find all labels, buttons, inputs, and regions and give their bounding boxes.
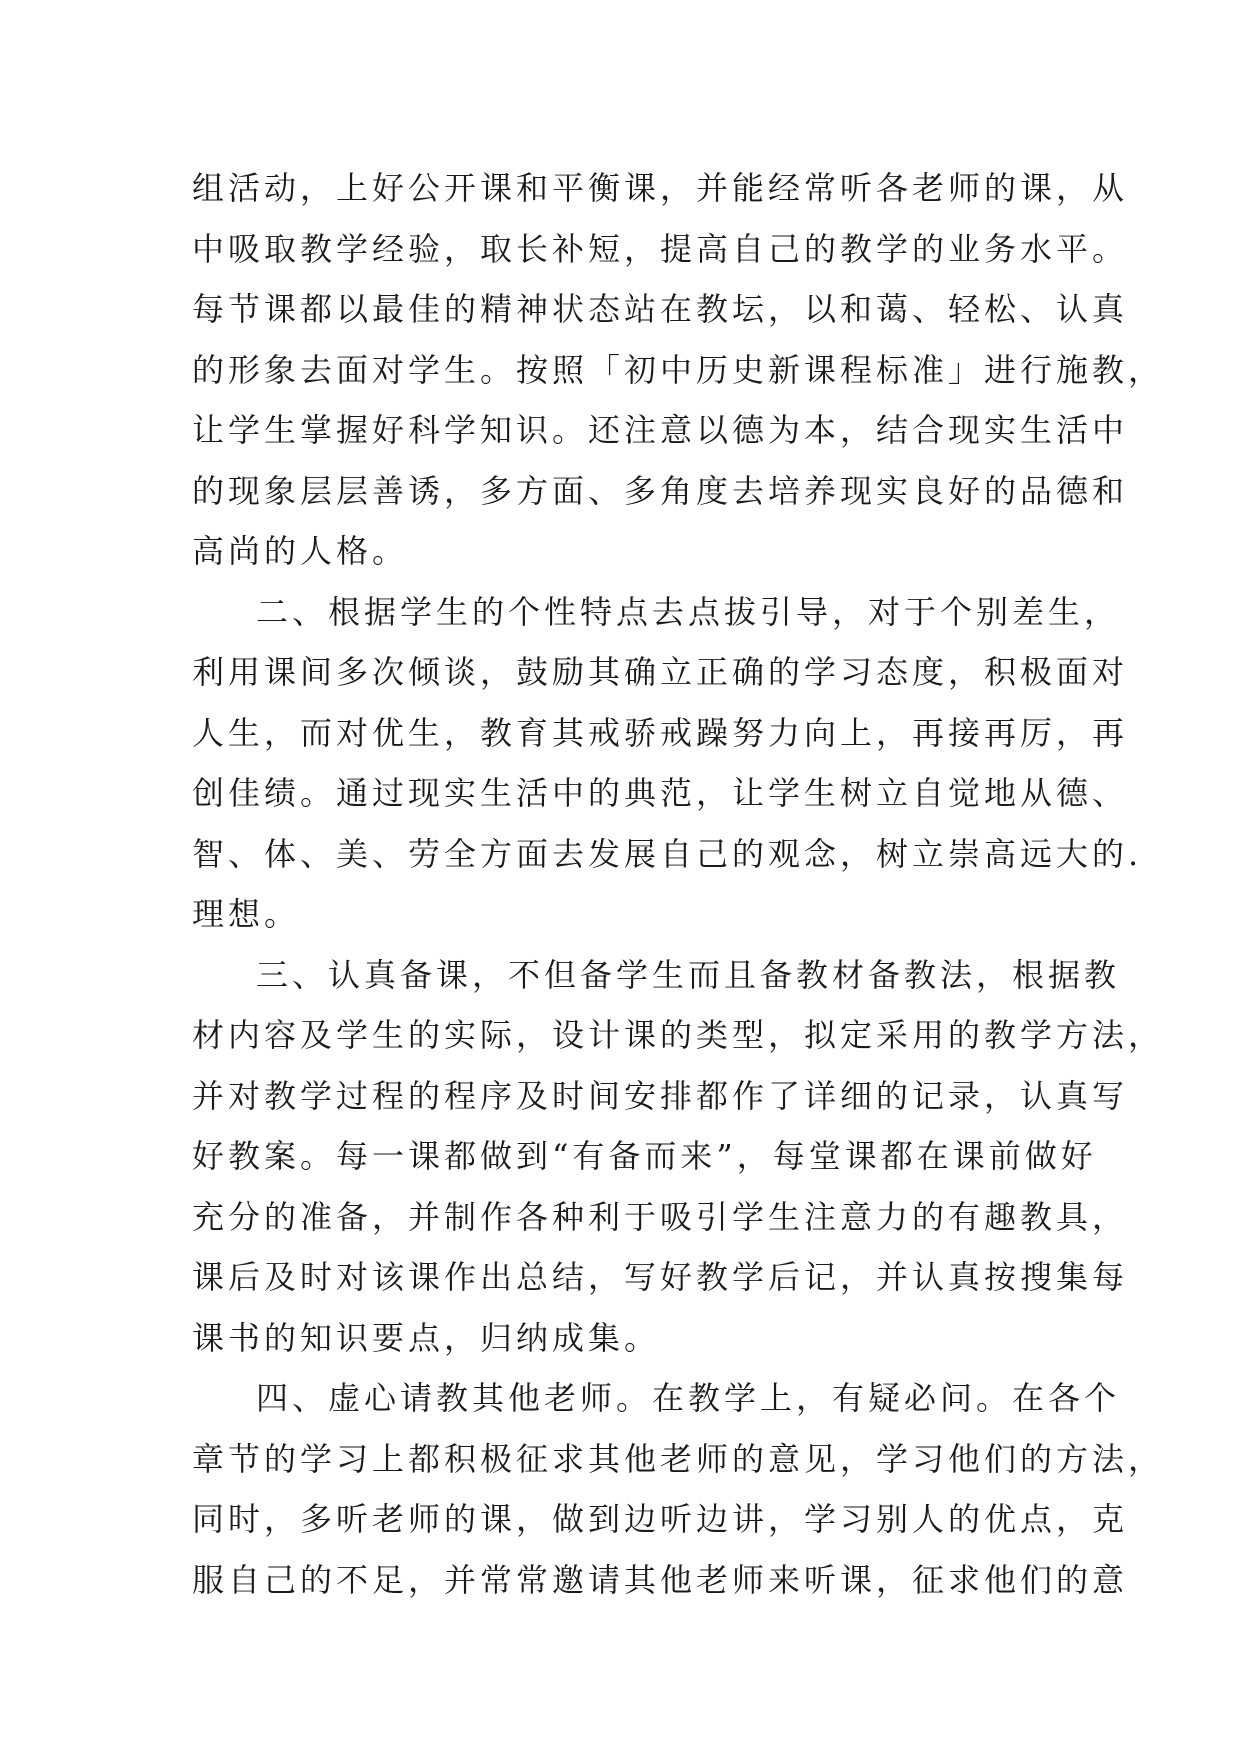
text-line: 组活动，上好公开课和平衡课，并能经常听各老师的课，从: [192, 169, 1129, 207]
text-line: 充分的准备，并制作各种利于吸引学生注意力的有趣教具，: [192, 1197, 1129, 1236]
text-line: 课后及时对该课作出总结，写好教学后记，并认真按搜集每: [192, 1258, 1129, 1296]
paragraph-3: [192, 945, 1165, 1369]
text-line: 四、虚心请教其他老师。在教学上，有疑必问。在各个: [256, 1379, 1121, 1417]
text-line: 每节课都以最佳的精神状态站在教坛，以和蔼、轻松、认真: [192, 290, 1129, 328]
text-line: 课书的知识要点，归纳成集。: [192, 1318, 661, 1357]
text-line: 三、认真备课，不但备学生而且备教材备教法，根据教: [256, 955, 1121, 994]
text-line: 的形象去面对学生。按照「初中历史新课程标准」进行施教，: [192, 350, 1165, 389]
text-line: 服自己的不足，并常常邀请其他老师来听课，征求他们的意: [192, 1560, 1129, 1599]
text-line: 二、根据学生的个性特点去点拔引导，对于个别差生，: [256, 592, 1121, 631]
text-line: 智、体、美、劳全方面去发展自己的观念，树立崇高远大的.: [192, 834, 1143, 873]
text-line: 理想。: [192, 895, 301, 933]
text-line: 中吸取教学经验，取长补短，提高自己的教学的业务水平。: [192, 229, 1129, 268]
text-line: 材内容及学生的实际，设计课的类型，拟定采用的教学方法，: [192, 1016, 1165, 1054]
text-line: 人生，而对优生，教育其戒骄戒躁努力向上，再接再厉，再: [192, 713, 1129, 752]
text-line: 并对教学过程的程序及时间安排都作了详细的记录，认真写: [192, 1076, 1129, 1115]
paragraph-2: [192, 582, 1143, 945]
text-line: 章节的学习上都积极征求其他老师的意见，学习他们的方法，: [192, 1439, 1165, 1478]
paragraph-1: [192, 158, 1165, 582]
text-line: 让学生掌握好科学知识。还注意以德为本，结合现实生活中: [192, 411, 1129, 449]
paragraph-4: [192, 1368, 1165, 1610]
text-line: 利用课间多次倾谈，鼓励其确立正确的学习态度，积极面对: [192, 653, 1129, 691]
text-line: 高尚的人格。: [192, 532, 409, 570]
text-line: 创佳绩。通过现实生活中的典范，让学生树立自觉地从德、: [192, 774, 1129, 812]
text-line: 同时，多听老师的课，做到边听边讲，学习别人的优点，克: [192, 1500, 1129, 1538]
text-line: 的现象层层善诱，多方面、多角度去培养现实良好的品德和: [192, 471, 1129, 510]
document-body: [192, 158, 1165, 1610]
text-line: 好教案。每一课都做到“有备而来”，每堂课都在课前做好: [192, 1137, 1097, 1175]
